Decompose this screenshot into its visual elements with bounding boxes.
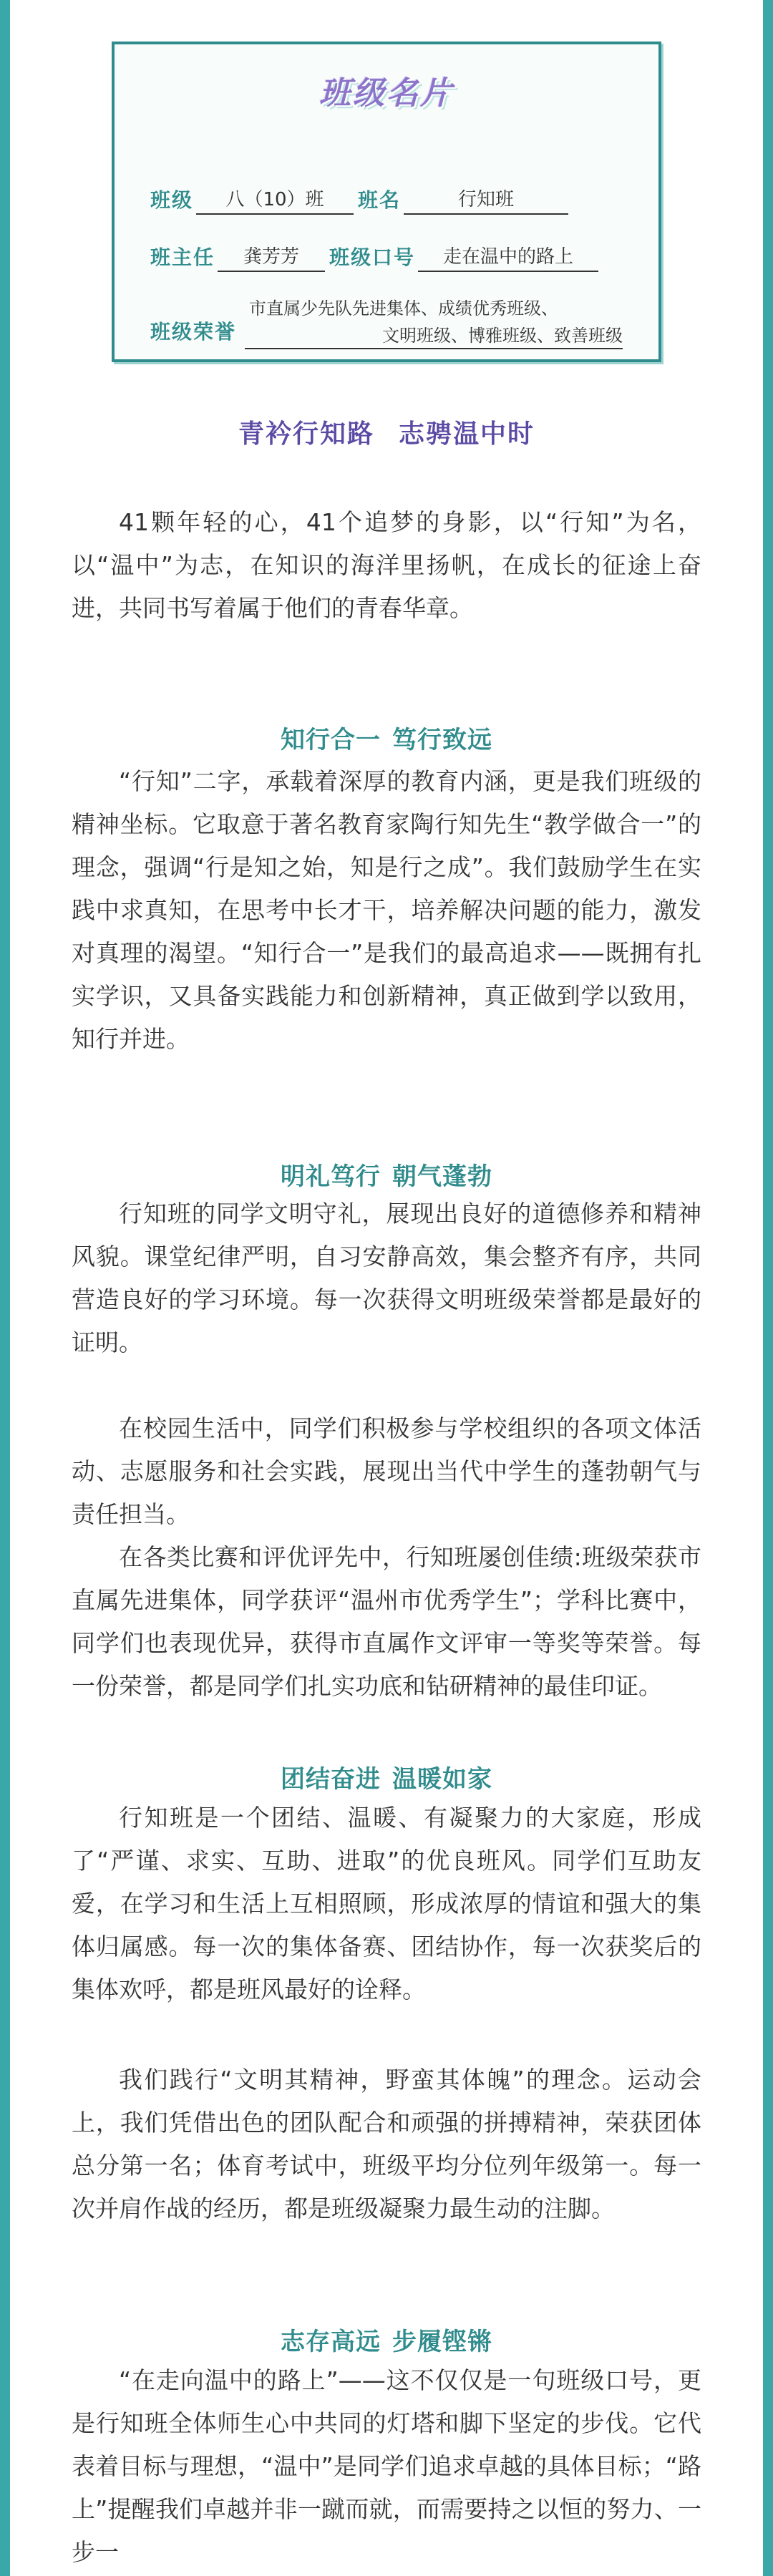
right-accent-bar xyxy=(763,0,773,2576)
section-2-paragraph-2: 在校园生活中，同学们积极参与学校组织的各项文体活动、志愿服务和社会实践，展现出当代中学生的蓬勃朝气与责任担当。 xyxy=(72,1414,701,1528)
section-3-paragraph-2: 我们践行“文明其精神，野蛮其体魄”的理念。运动会上，我们凭借出色的团队配合和顽强的拼搏精神，荣获团体总分第一名；体育考试中，班级平均分位列年级第一。每一次并肩作战的经历，都是班级凝聚力最生动的注脚。 xyxy=(72,2066,701,2222)
section-4-title-part2: 步履铿锵 xyxy=(392,2328,492,2356)
section-4-title-part1: 志存高远 xyxy=(281,2328,381,2356)
slogan-value: 走在温中的路上 xyxy=(418,243,598,272)
honor-lines xyxy=(245,295,623,349)
teacher-value: 龚芳芳 xyxy=(218,243,325,272)
teacher-row xyxy=(150,238,630,272)
name-value: 行知班 xyxy=(404,186,568,215)
slogan-label: 班级口号 xyxy=(329,246,416,269)
class-row xyxy=(150,180,630,215)
section-3-title-part2: 温暖如家 xyxy=(392,1765,492,1794)
honor-line-2: 文明班级、博雅班级、致善班级 xyxy=(245,322,623,349)
section-title-3 xyxy=(0,1759,773,1794)
class-label: 班级 xyxy=(150,188,194,212)
honor-label: 班级荣誉 xyxy=(150,320,237,344)
section-3-title-part1: 团结奋进 xyxy=(281,1765,381,1794)
section-1-title-part1: 知行合一 xyxy=(281,726,381,754)
intro-paragraph: 41颗年轻的心，41个追梦的身影，以“行知”为名，以“温中”为志，在知识的海洋里扬帆，在成长的征途上奋进，共同书写着属于他们的青春华章。 xyxy=(72,508,701,622)
article-title-part1: 青衿行知路 xyxy=(238,419,374,449)
section-2-paragraph-1: 行知班的同学文明守礼，展现出良好的道德修养和精神风貌。课堂纪律严明，自习安静高效，集会整齐有序，共同营造良好的学习环境。每一次获得文明班级荣誉都是最好的证明。 xyxy=(72,1200,701,1356)
section-title-2 xyxy=(0,1157,773,1192)
section-2-title-part1: 明礼笃行 xyxy=(281,1162,381,1191)
section-2-title-part2: 朝气蓬勃 xyxy=(392,1162,492,1191)
card-title: 班级名片 xyxy=(319,75,454,112)
honor-row xyxy=(150,295,630,352)
left-accent-bar xyxy=(0,0,10,2576)
section-2-paragraph-3: 在各类比赛和评优评先中，行知班屡创佳绩:班级荣获市直属先进集体，同学获评“温州市优秀学生”；学科比赛中，同学们也表现优异，获得市直属作文评审一等奖等荣誉。每一份荣誉，都是同学们扎实功底和钻研精神的最佳印证。 xyxy=(72,1543,701,1700)
section-title-4 xyxy=(0,2322,773,2357)
section-1-paragraph-1: “行知”二字，承载着深厚的教育内涵，更是我们班级的精神坐标。它取意于著名教育家陶行知先生“教学做合一”的理念，强调“行是知之始，知是行之成”。我们鼓励学生在实践中求真知，在思考中长才干，培养解决问题的能力，激发对真理的渴望。“知行合一”是我们的最高追求——既拥有扎实学识，又具备实践能力和创新精神，真正做到学以致用，知行并进。 xyxy=(72,767,701,1053)
article-title xyxy=(0,414,773,450)
section-4-paragraph-1: “在走向温中的路上”——这不仅仅是一句班级口号，更是行知班全体师生心中共同的灯塔和脚下坚定的步伐。它代表着目标与理想，“温中”是同学们追求卓越的具体目标；“路上”提醒我们卓越并非一蹴而就，而需要持之以恒的努力、一步一 xyxy=(72,2366,701,2566)
section-title-1 xyxy=(0,720,773,755)
class-value: 八（10）班 xyxy=(196,186,354,215)
honor-line-1: 市直属少先队先进集体、成绩优秀班级、 xyxy=(249,298,558,319)
name-label: 班名 xyxy=(358,188,402,212)
teacher-label: 班主任 xyxy=(150,246,215,269)
class-card xyxy=(112,42,661,362)
section-1-title-part2: 笃行致远 xyxy=(392,726,492,754)
section-3-paragraph-1: 行知班是一个团结、温暖、有凝聚力的大家庭，形成了“严谨、求实、互助、进取”的优良班风。同学们互助友爱，在学习和生活上互相照顾，形成浓厚的情谊和强大的集体归属感。每一次的集体备赛、团结协作，每一次获奖后的集体欢呼，都是班风最好的诠释。 xyxy=(72,1804,701,2003)
article-title-part2: 志骋温中时 xyxy=(399,419,535,449)
